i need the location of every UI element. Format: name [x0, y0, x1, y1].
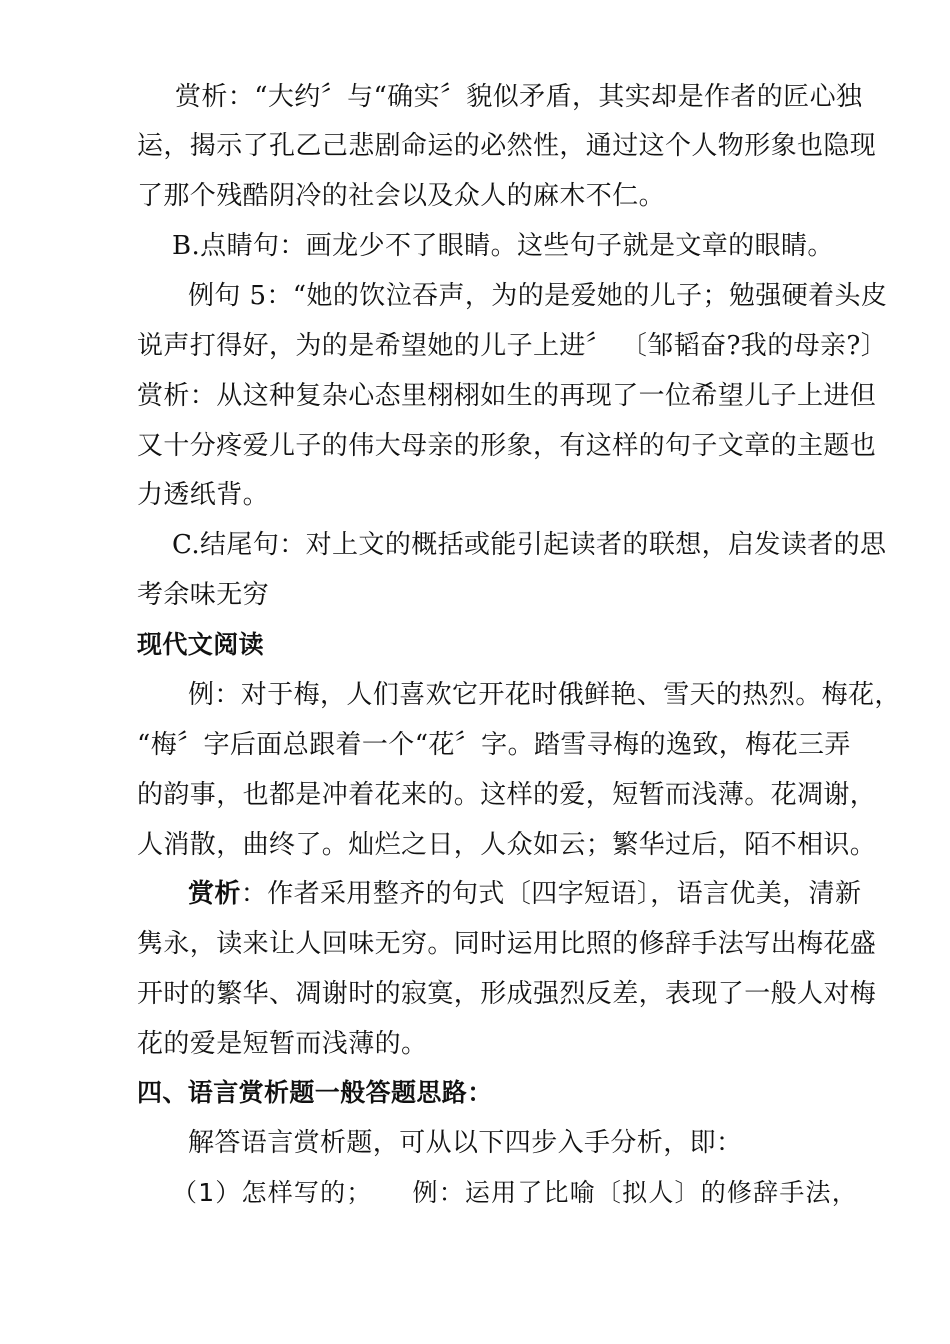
analysis-line: 开时的繁华、凋谢时的寂寞，形成强烈反差，表现了一般人对梅: [137, 979, 877, 1009]
example-line: 的韵事，也都是冲着花来的。这样的爱，短暂而浅薄。花凋谢，: [137, 780, 877, 810]
analysis-first-text: ：作者采用整齐的句式〔四字短语〕，语言优美，清新: [240, 879, 862, 909]
example-line: “梅〞字后面总跟着一个“花〞字。踏雪寻梅的逸致，梅花三弄: [137, 730, 851, 760]
steps-intro: 解答语言赏析题，可从以下四步入手分析，即：: [188, 1128, 743, 1158]
paragraph-line: 考余味无穷: [137, 580, 270, 610]
paragraph-line: 赏析：从这种复杂心态里栩栩如生的再现了一位希望儿子上进但: [137, 381, 877, 411]
paragraph-line: 运，揭示了孔乙己悲剧命运的必然性，通过这个人物形象也隐现: [137, 131, 877, 161]
paragraph-line: 说声打得好，为的是希望她的儿子上进〞 〔邹韬奋?我的母亲?〕: [137, 331, 888, 361]
paragraph-line: C.结尾句：对上文的概括或能引起读者的联想，启发读者的思: [172, 530, 887, 560]
paragraph-line: 了那个残酷阴冷的社会以及众人的麻木不仁。: [137, 181, 666, 211]
example-line: 人消散，曲终了。灿烂之日，人众如云；繁华过后，陌不相识。: [137, 830, 877, 860]
section-heading-four: 四、语言赏析题一般答题思路：: [137, 1078, 493, 1107]
step-one-label: （1）怎样写的；: [172, 1178, 373, 1207]
analysis-first-line: [188, 877, 950, 911]
step-one-example: 例：运用了比喻〔拟人〕的修辞手法，: [412, 1178, 858, 1207]
section-heading-modern-reading: 现代文阅读: [137, 630, 265, 659]
paragraph-line: 例句 5：“她的饮泣吞声，为的是爱她的儿子；勉强硬着头皮: [188, 281, 888, 311]
paragraph-line: 力透纸背。: [137, 480, 270, 510]
paragraph-line: 赏析：“大约〞与“确实〞貌似矛盾，其实却是作者的匠心独: [175, 82, 863, 112]
paragraph-line: 又十分疼爱儿子的伟大母亲的形象，有这样的句子文章的主题也: [137, 431, 877, 461]
analysis-line: 花的爱是短暂而浅薄的。: [137, 1029, 428, 1059]
analysis-line: 隽永，读来让人回味无穷。同时运用比照的修辞手法写出梅花盛: [137, 929, 877, 959]
analysis-label: 赏析: [188, 879, 241, 909]
paragraph-line: B.点睛句：画龙少不了眼睛。这些句子就是文章的眼睛。: [172, 231, 834, 261]
example-line: 例：对于梅，人们喜欢它开花时俄鲜艳、雪天的热烈。梅花，: [188, 680, 901, 710]
step-one-line: [172, 1176, 950, 1210]
